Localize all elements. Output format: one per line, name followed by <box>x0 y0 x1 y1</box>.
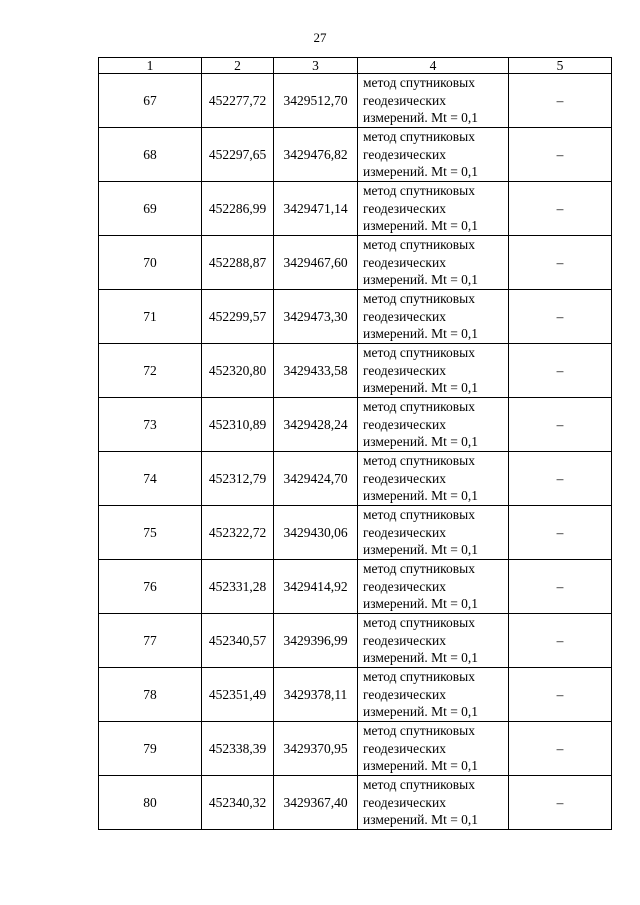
method-line: геодезических <box>363 470 446 486</box>
y-coordinate-cell: 3429430,06 <box>274 506 358 560</box>
table-row <box>99 182 612 236</box>
x-coordinate-cell: 452338,39 <box>202 722 274 776</box>
method-line: измерений. Mt = 0,1 <box>363 380 479 396</box>
method-line: геодезических <box>363 686 446 702</box>
coordinates-table <box>98 57 612 830</box>
method-line: измерений. Mt = 0,1 <box>363 704 479 720</box>
table-row <box>99 722 612 776</box>
note-cell: – <box>509 776 612 830</box>
method-line: геодезических <box>363 794 446 810</box>
note-cell: – <box>509 560 612 614</box>
table-row <box>99 776 612 830</box>
y-coordinate-cell: 3429414,92 <box>274 560 358 614</box>
method-line: геодезических <box>363 578 446 594</box>
method-line: измерений. Mt = 0,1 <box>363 110 479 126</box>
x-coordinate-cell: 452322,72 <box>202 506 274 560</box>
y-coordinate-cell: 3429476,82 <box>274 128 358 182</box>
method-cell <box>358 452 509 506</box>
x-coordinate-cell: 452277,72 <box>202 74 274 128</box>
y-coordinate-cell: 3429370,95 <box>274 722 358 776</box>
method-line: измерений. Mt = 0,1 <box>363 650 479 666</box>
method-line: геодезических <box>363 632 446 648</box>
method-line: измерений. Mt = 0,1 <box>363 272 479 288</box>
note-cell: – <box>509 290 612 344</box>
method-line: геодезических <box>363 92 446 108</box>
method-line: метод спутниковых <box>363 723 475 739</box>
x-coordinate-cell: 452286,99 <box>202 182 274 236</box>
method-line: измерений. Mt = 0,1 <box>363 758 479 774</box>
table-row <box>99 452 612 506</box>
note-cell: – <box>509 506 612 560</box>
table-row <box>99 128 612 182</box>
method-cell <box>358 74 509 128</box>
table-row <box>99 344 612 398</box>
column-header: 3 <box>274 58 358 74</box>
table-row <box>99 560 612 614</box>
method-cell <box>358 614 509 668</box>
table-row <box>99 398 612 452</box>
y-coordinate-cell: 3429467,60 <box>274 236 358 290</box>
method-line: геодезических <box>363 200 446 216</box>
method-line: метод спутниковых <box>363 777 475 793</box>
method-cell <box>358 506 509 560</box>
method-line: измерений. Mt = 0,1 <box>363 812 479 828</box>
y-coordinate-cell: 3429367,40 <box>274 776 358 830</box>
method-line: метод спутниковых <box>363 561 475 577</box>
table-row <box>99 506 612 560</box>
method-line: метод спутниковых <box>363 615 475 631</box>
method-line: измерений. Mt = 0,1 <box>363 542 479 558</box>
column-header: 2 <box>202 58 274 74</box>
method-line: геодезических <box>363 524 446 540</box>
table-row <box>99 614 612 668</box>
y-coordinate-cell: 3429428,24 <box>274 398 358 452</box>
x-coordinate-cell: 452312,79 <box>202 452 274 506</box>
method-line: метод спутниковых <box>363 183 475 199</box>
table-row <box>99 236 612 290</box>
column-header: 4 <box>358 58 509 74</box>
method-line: геодезических <box>363 362 446 378</box>
point-number-cell: 74 <box>99 452 202 506</box>
page-number: 27 <box>313 30 327 45</box>
note-cell: – <box>509 398 612 452</box>
x-coordinate-cell: 452297,65 <box>202 128 274 182</box>
method-cell <box>358 128 509 182</box>
method-cell <box>358 560 509 614</box>
point-number-cell: 69 <box>99 182 202 236</box>
x-coordinate-cell: 452320,80 <box>202 344 274 398</box>
x-coordinate-cell: 452299,57 <box>202 290 274 344</box>
x-coordinate-cell: 452340,32 <box>202 776 274 830</box>
point-number-cell: 67 <box>99 74 202 128</box>
method-line: метод спутниковых <box>363 75 475 91</box>
note-cell: – <box>509 128 612 182</box>
y-coordinate-cell: 3429378,11 <box>274 668 358 722</box>
point-number-cell: 77 <box>99 614 202 668</box>
column-header: 5 <box>509 58 612 74</box>
x-coordinate-cell: 452340,57 <box>202 614 274 668</box>
note-cell: – <box>509 614 612 668</box>
point-number-cell: 71 <box>99 290 202 344</box>
y-coordinate-cell: 3429396,99 <box>274 614 358 668</box>
method-line: измерений. Mt = 0,1 <box>363 164 479 180</box>
method-line: измерений. Mt = 0,1 <box>363 596 479 612</box>
method-line: геодезических <box>363 254 446 270</box>
method-cell <box>358 398 509 452</box>
x-coordinate-cell: 452351,49 <box>202 668 274 722</box>
method-cell <box>358 344 509 398</box>
point-number-cell: 68 <box>99 128 202 182</box>
note-cell: – <box>509 74 612 128</box>
method-line: геодезических <box>363 308 446 324</box>
method-line: метод спутниковых <box>363 399 475 415</box>
x-coordinate-cell: 452331,28 <box>202 560 274 614</box>
method-line: измерений. Mt = 0,1 <box>363 434 479 450</box>
method-line: метод спутниковых <box>363 291 475 307</box>
method-line: метод спутниковых <box>363 669 475 685</box>
note-cell: – <box>509 236 612 290</box>
point-number-cell: 73 <box>99 398 202 452</box>
method-line: метод спутниковых <box>363 453 475 469</box>
table-row <box>99 74 612 128</box>
method-cell <box>358 776 509 830</box>
x-coordinate-cell: 452310,89 <box>202 398 274 452</box>
y-coordinate-cell: 3429424,70 <box>274 452 358 506</box>
note-cell: – <box>509 452 612 506</box>
y-coordinate-cell: 3429512,70 <box>274 74 358 128</box>
point-number-cell: 80 <box>99 776 202 830</box>
point-number-cell: 70 <box>99 236 202 290</box>
method-line: геодезических <box>363 146 446 162</box>
note-cell: – <box>509 722 612 776</box>
note-cell: – <box>509 668 612 722</box>
method-cell <box>358 236 509 290</box>
method-line: метод спутниковых <box>363 345 475 361</box>
method-line: измерений. Mt = 0,1 <box>363 326 479 342</box>
point-number-cell: 78 <box>99 668 202 722</box>
method-cell <box>358 722 509 776</box>
method-line: геодезических <box>363 740 446 756</box>
method-line: измерений. Mt = 0,1 <box>363 218 479 234</box>
y-coordinate-cell: 3429473,30 <box>274 290 358 344</box>
table-row <box>99 290 612 344</box>
point-number-cell: 72 <box>99 344 202 398</box>
point-number-cell: 79 <box>99 722 202 776</box>
note-cell: – <box>509 344 612 398</box>
note-cell: – <box>509 182 612 236</box>
method-cell <box>358 668 509 722</box>
table-row <box>99 668 612 722</box>
y-coordinate-cell: 3429471,14 <box>274 182 358 236</box>
method-cell <box>358 290 509 344</box>
point-number-cell: 76 <box>99 560 202 614</box>
method-line: геодезических <box>363 416 446 432</box>
column-header: 1 <box>99 58 202 74</box>
method-line: метод спутниковых <box>363 237 475 253</box>
method-line: метод спутниковых <box>363 507 475 523</box>
point-number-cell: 75 <box>99 506 202 560</box>
method-line: метод спутниковых <box>363 129 475 145</box>
x-coordinate-cell: 452288,87 <box>202 236 274 290</box>
table-header-row <box>99 58 612 74</box>
method-cell <box>358 182 509 236</box>
method-line: измерений. Mt = 0,1 <box>363 488 479 504</box>
y-coordinate-cell: 3429433,58 <box>274 344 358 398</box>
